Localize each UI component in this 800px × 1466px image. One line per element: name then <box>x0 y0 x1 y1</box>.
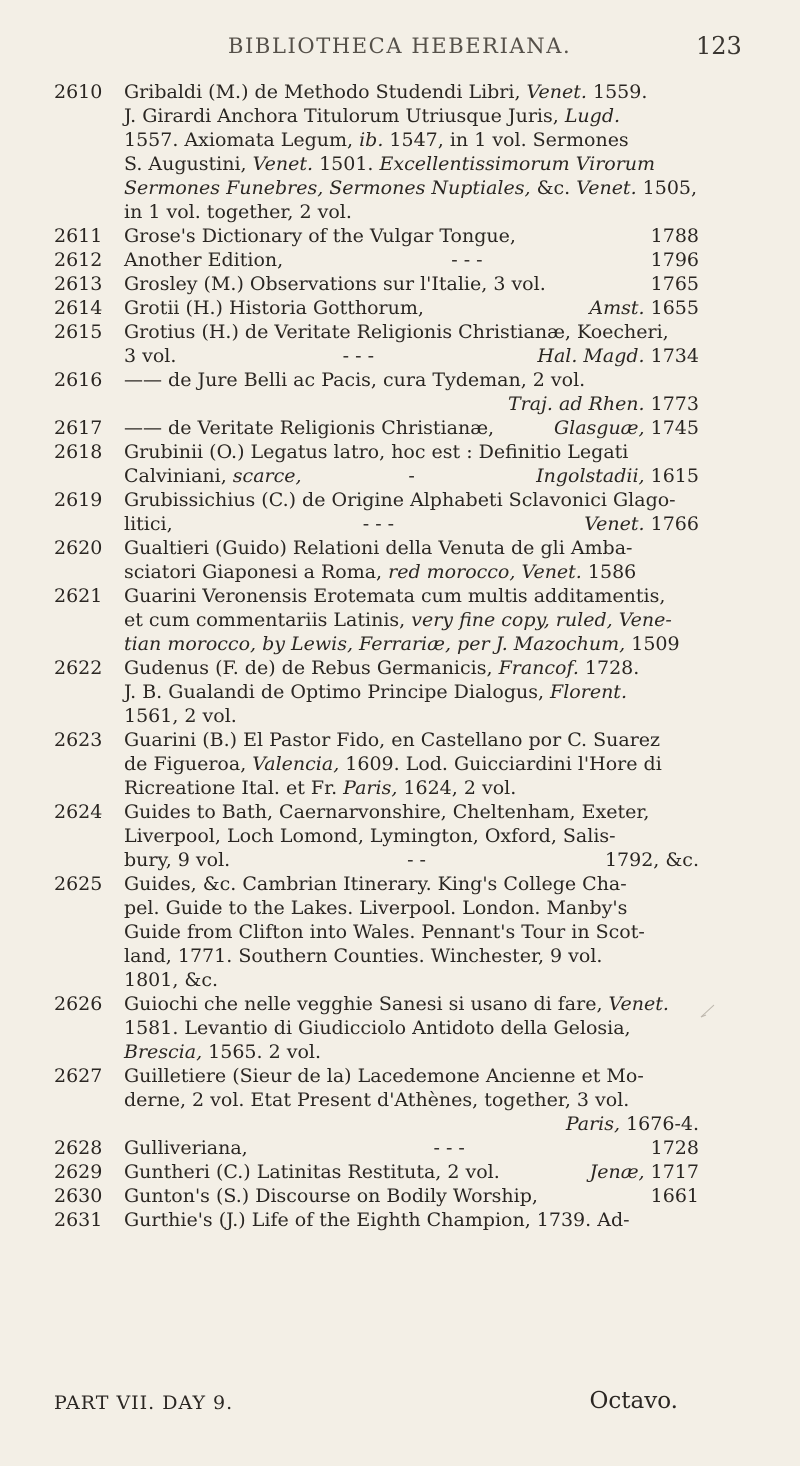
entry-text-run: 1501. <box>313 153 380 175</box>
entry-text-run: land, 1771. Southern Counties. Winchester, 9 vol. <box>124 945 603 967</box>
entry-line <box>124 272 699 296</box>
entry-text-run: Liverpool, Loch Lomond, Lymington, Oxford, Salis- <box>124 825 616 847</box>
entry-line <box>124 824 699 848</box>
entry-line-left <box>124 1136 248 1160</box>
entry-line <box>124 1208 699 1232</box>
entry-italic-run: Venet. <box>576 177 637 199</box>
entry-text-run: 1559. <box>586 81 648 103</box>
catalogue-entry <box>0 872 800 992</box>
entry-italic-run: Venet. <box>252 153 314 175</box>
entry-description <box>124 224 699 248</box>
entry-italic-run: Valencia, <box>252 753 340 775</box>
entry-text-run: Grotius (H.) de Veritate Religionis Christianæ, Koecheri, <box>124 321 669 343</box>
entry-text-run: litici, <box>124 513 173 535</box>
entry-italic-run: Venet. <box>526 81 587 103</box>
entry-text-run: &c. <box>530 177 577 199</box>
entry-text-run: derne, 2 vol. Etat Present d'Athènes, together, 3 vol. <box>124 1089 630 1111</box>
entry-text-run: 1561, 2 vol. <box>124 705 237 727</box>
entry-italic-run: Venet. <box>521 561 582 583</box>
entry-line-right <box>650 1184 699 1208</box>
entry-line-right <box>650 224 699 248</box>
entry-line <box>124 440 699 464</box>
entry-line-left <box>124 464 302 488</box>
leader-dashes: - - - <box>342 345 374 367</box>
entry-italic-run: red morocco, <box>388 561 516 583</box>
catalogue-entry <box>0 992 800 1064</box>
entry-italic-run: Jenæ, <box>589 1161 645 1183</box>
entry-text-run: Gualtieri (Guido) Relationi della Venuta de gli Amba- <box>124 537 633 559</box>
catalogue-entries <box>0 80 800 1232</box>
entry-line-right <box>589 296 699 320</box>
entry-line-left <box>124 344 179 368</box>
entry-line-right <box>536 464 699 488</box>
entry-description <box>124 80 699 224</box>
leader-dashes: - - - <box>451 249 483 271</box>
entry-line-left <box>124 272 546 296</box>
footer-part-day: PART VII. DAY 9. <box>54 1392 234 1414</box>
entry-line <box>124 176 699 200</box>
entry-text-run: 1792, &c. <box>604 849 699 871</box>
running-title: BIBLIOTHECA HEBERIANA. <box>228 34 572 58</box>
entry-line <box>124 152 699 176</box>
entry-description <box>124 368 699 416</box>
entry-description <box>124 1064 699 1136</box>
catalogue-entry <box>0 248 800 272</box>
entry-text-run: Guarini (B.) El Pastor Fido, en Castellano por C. Suarez <box>124 729 661 751</box>
entry-line <box>124 1088 699 1112</box>
entry-line <box>124 416 699 440</box>
entry-text-run: Gurthie's (J.) Life of the Eighth Champion, 1739. Ad- <box>124 1209 630 1231</box>
catalogue-entry <box>0 656 800 728</box>
entry-text-run: Guides, &c. Cambrian Itinerary. King's College Cha- <box>124 873 627 895</box>
entry-text-run: Guide from Clifton into Wales. Pennant's Tour in Scot- <box>124 921 645 943</box>
entry-text-run: 1734 <box>644 345 699 367</box>
catalogue-entry <box>0 488 800 536</box>
lot-number: 2625 <box>54 873 103 895</box>
entry-line-right <box>537 344 699 368</box>
entry-italic-run: Francof. <box>498 657 579 679</box>
entry-text-run: 1766 <box>644 513 699 535</box>
catalogue-entry <box>0 584 800 656</box>
entry-line <box>124 248 699 272</box>
entry-text-run: sciatori Giaponesi a Roma, <box>124 561 389 583</box>
entry-text-run: Grosley (M.) Observations sur l'Italie, 3 vol. <box>124 273 546 295</box>
lot-number: 2619 <box>54 489 103 511</box>
lot-number: 2630 <box>54 1185 103 1207</box>
entry-text-run: Gulliveriana, <box>124 1137 248 1159</box>
entry-description <box>124 1184 699 1208</box>
entry-text-run: Calviniani, <box>124 465 233 487</box>
entry-line <box>145 392 699 416</box>
entry-text-run: Grotii (H.) Historia Gotthorum, <box>124 297 424 319</box>
entry-line <box>124 632 699 656</box>
entry-italic-run: Amst. <box>589 297 645 319</box>
entry-text-run: 1765 <box>650 273 699 295</box>
lot-number: 2613 <box>54 273 103 295</box>
entry-description <box>124 320 699 368</box>
entry-text-run: in 1 vol. together, 2 vol. <box>124 201 352 223</box>
entry-text-run: 1655 <box>644 297 699 319</box>
entry-text-run: Gunton's (S.) Discourse on Bodily Worship, <box>124 1185 538 1207</box>
entry-description <box>124 248 699 272</box>
entry-italic-run: Brescia, <box>124 1041 203 1063</box>
catalogue-entry <box>0 800 800 872</box>
entry-text-run: 1717 <box>644 1161 699 1183</box>
entry-text-run: —— de Jure Belli ac Pacis, cura Tydeman, 2 vol. <box>124 369 586 391</box>
entry-text-run: Gudenus (F. de) de Rebus Germanicis, <box>124 657 499 679</box>
entry-line <box>124 1064 699 1088</box>
leader-dashes: - - - <box>362 513 395 535</box>
entry-italic-run: Glasguæ, <box>553 417 645 439</box>
entry-line <box>124 896 699 920</box>
entry-line <box>124 344 699 368</box>
entry-italic-run: very fine copy, ruled, Vene- <box>411 609 672 631</box>
entry-text-run: 1676-4. <box>620 1113 699 1135</box>
entry-italic-run: per J. Mazochum, <box>457 633 626 655</box>
entry-line <box>124 296 699 320</box>
entry-line <box>124 752 699 776</box>
entry-text-run: 1586 <box>581 561 637 583</box>
lot-number: 2620 <box>54 537 103 559</box>
entry-text-run: Gribaldi (M.) de Methodo Studendi Libri, <box>124 81 527 103</box>
lot-number: 2626 <box>54 993 103 1015</box>
entry-italic-run: Venet. <box>608 993 669 1015</box>
entry-text-run: Guarini Veronensis Erotemata cum multis additamentis, <box>124 585 666 607</box>
entry-description <box>124 416 699 440</box>
entry-italic-run: Ingolstadii, <box>536 465 645 487</box>
entry-description <box>124 728 699 800</box>
entry-italic-run: Excellentissimorum Virorum <box>379 153 656 175</box>
lot-number: 2623 <box>54 729 103 751</box>
entry-line <box>124 368 699 392</box>
entry-text-run: 1615 <box>644 465 699 487</box>
catalogue-entry <box>0 296 800 320</box>
entry-text-run: 1773 <box>644 393 699 415</box>
lot-number: 2615 <box>54 321 103 343</box>
entry-description <box>124 800 699 872</box>
entry-line <box>124 128 699 152</box>
entry-line <box>124 1016 699 1040</box>
entry-line-right <box>604 848 699 872</box>
entry-text-run: —— de Veritate Religionis Christianæ, <box>124 417 495 439</box>
entry-line <box>124 1040 699 1064</box>
entry-description <box>124 584 699 656</box>
entry-text-run: et cum commentariis Latinis, <box>124 609 412 631</box>
lot-number: 2614 <box>54 297 103 319</box>
entry-italic-run: Venet. <box>584 513 645 535</box>
lot-number: 2610 <box>54 81 103 103</box>
entry-italic-run: Hal. Magd. <box>537 345 645 367</box>
entry-line <box>124 200 699 224</box>
entry-line <box>124 560 699 584</box>
entry-text-run: 1609. Lod. Guicciardini l'Hore di <box>339 753 662 775</box>
lot-number: 2631 <box>54 1209 103 1231</box>
entry-italic-run: Lugd. <box>564 105 621 127</box>
lot-number: 2612 <box>54 249 103 271</box>
catalogue-entry <box>0 1160 800 1184</box>
lot-number: 2618 <box>54 441 103 463</box>
entry-line <box>124 992 699 1016</box>
footer-format: Octavo. <box>589 1388 678 1414</box>
entry-description <box>124 1208 699 1232</box>
entry-text-run: Guides to Bath, Caernarvonshire, Cheltenham, Exeter, <box>124 801 650 823</box>
entry-line <box>124 488 699 512</box>
entry-line-right <box>553 416 699 440</box>
entry-line <box>124 80 699 104</box>
entry-line-right <box>589 1160 699 1184</box>
lot-number: 2624 <box>54 801 103 823</box>
entry-text-run: Guiochi che nelle vegghie Sanesi si usano di fare, <box>124 993 609 1015</box>
entry-text-run: 1565. 2 vol. <box>202 1041 322 1063</box>
entry-italic-run: Traj. ad Rhen. <box>507 393 645 415</box>
entry-text-run: Ricreatione Ital. et Fr. <box>124 777 344 799</box>
lot-number: 2621 <box>54 585 103 607</box>
lot-number: 2627 <box>54 1065 103 1087</box>
entry-text-run: J. B. Gualandi de Optimo Principe Dialogus, <box>124 681 551 703</box>
entry-line <box>124 320 699 344</box>
entry-line <box>124 1160 699 1184</box>
catalogue-entry <box>0 728 800 800</box>
entry-text-run: Grose's Dictionary of the Vulgar Tongue, <box>124 225 516 247</box>
entry-text-run: 1728. <box>578 657 640 679</box>
entry-italic-run: Sermones Funebres, Sermones Nuptiales, <box>124 177 531 199</box>
entry-line <box>124 680 699 704</box>
lot-number: 2616 <box>54 369 103 391</box>
entry-text-run: bury, 9 vol. <box>124 849 231 871</box>
entry-line-left <box>124 296 424 320</box>
entry-line-left <box>124 848 231 872</box>
entry-description <box>124 1160 699 1184</box>
catalogue-entry <box>0 1064 800 1136</box>
entry-text-run: 1801, &c. <box>124 969 219 991</box>
catalogue-entry <box>0 1208 800 1232</box>
catalogue-entry <box>0 1136 800 1160</box>
entry-line <box>124 776 699 800</box>
entry-text-run: Another Edition, <box>124 249 284 271</box>
entry-line-left <box>124 1160 500 1184</box>
entry-text-run: Grubinii (O.) Legatus latro, hoc est : Definitio Legati <box>124 441 629 463</box>
entry-description <box>124 656 699 728</box>
pencil-tick-icon <box>700 1004 716 1018</box>
catalogue-entry <box>0 320 800 368</box>
entry-italic-run: Paris, <box>565 1113 621 1135</box>
entry-line-left <box>124 224 516 248</box>
entry-line <box>124 920 699 944</box>
entry-line <box>145 1112 699 1136</box>
page-number: 123 <box>696 32 742 60</box>
entry-text-run: 1557. Axiomata Legum, <box>124 129 360 151</box>
entry-line <box>124 656 699 680</box>
entry-description <box>124 536 699 584</box>
catalogue-entry <box>0 224 800 248</box>
entry-line <box>124 1136 699 1160</box>
entry-line-left <box>124 248 284 272</box>
entry-line <box>124 536 699 560</box>
lot-number: 2622 <box>54 657 103 679</box>
entry-italic-run: Florent. <box>550 681 627 703</box>
entry-italic-run: ib. <box>359 129 384 151</box>
entry-description <box>124 272 699 296</box>
catalogue-entry <box>0 272 800 296</box>
entry-line-right <box>650 248 699 272</box>
lot-number: 2611 <box>54 225 103 247</box>
catalogue-entry <box>0 80 800 224</box>
entry-line <box>124 512 699 536</box>
lot-number: 2617 <box>54 417 103 439</box>
entry-text-run: 1547, in 1 vol. Sermones <box>383 129 629 151</box>
entry-line <box>124 728 699 752</box>
entry-line <box>124 104 699 128</box>
entry-description <box>124 992 699 1064</box>
entry-line-right <box>650 1136 699 1160</box>
entry-description <box>124 296 699 320</box>
entry-line <box>124 224 699 248</box>
entry-description <box>124 488 699 536</box>
catalogue-entry <box>0 536 800 584</box>
entry-text-run: 1745 <box>644 417 699 439</box>
entry-text-run: 1728 <box>650 1137 699 1159</box>
entry-text-run: 1581. Levantio di Giudicciolo Antidoto della Gelosia, <box>124 1017 631 1039</box>
entry-italic-run: scarce, <box>232 465 302 487</box>
entry-description <box>124 872 699 992</box>
entry-text-run: S. Augustini, <box>124 153 253 175</box>
entry-text-run: pel. Guide to the Lakes. Liverpool. London. Manby's <box>124 897 628 919</box>
entry-line <box>124 1184 699 1208</box>
entry-line <box>124 704 699 728</box>
entry-line-left <box>124 1184 538 1208</box>
lot-number: 2628 <box>54 1137 103 1159</box>
entry-line <box>124 968 699 992</box>
entry-line <box>124 584 699 608</box>
catalogue-entry <box>0 440 800 488</box>
entry-line-left <box>124 512 173 536</box>
entry-text-run: Grubissichius (C.) de Origine Alphabeti Sclavonici Glago- <box>124 489 676 511</box>
leader-dashes: - - - <box>433 1137 465 1159</box>
entry-description <box>124 440 699 488</box>
entry-line <box>124 944 699 968</box>
entry-text-run: Guntheri (C.) Latinitas Restituta, 2 vol. <box>124 1161 500 1183</box>
catalogue-entry <box>0 1184 800 1208</box>
entry-text-run: 1661 <box>650 1185 699 1207</box>
entry-text-run: Guilletiere (Sieur de la) Lacedemone Ancienne et Mo- <box>124 1065 644 1087</box>
entry-line <box>124 800 699 824</box>
entry-description <box>124 1136 699 1160</box>
entry-line-right <box>584 512 699 536</box>
entry-line: Calviniani, scarce, - Ingolstadii, 1615 <box>124 465 699 487</box>
catalogue-entry <box>0 368 800 416</box>
lot-number: 2629 <box>54 1161 103 1183</box>
entry-text-run: 1624, 2 vol. <box>397 777 517 799</box>
entry-line-left <box>124 416 495 440</box>
entry-text-run: 1796 <box>650 249 699 271</box>
entry-text-run: 3 vol. <box>124 345 177 367</box>
catalogue-entry <box>0 416 800 440</box>
running-header <box>0 32 800 72</box>
entry-line-right <box>650 272 699 296</box>
entry-italic-run: Paris, <box>343 777 398 799</box>
entry-text-run: 1505, <box>636 177 698 199</box>
entry-line <box>124 608 699 632</box>
entry-text-run: 1788 <box>650 225 699 247</box>
entry-text-run: 1509 <box>625 633 680 655</box>
entry-line <box>124 872 699 896</box>
entry-line: bury, 9 vol. - - 1792, &c. <box>124 849 699 871</box>
entry-text-run: de Figueroa, <box>124 753 253 775</box>
entry-text-run: J. Girardi Anchora Titulorum Utriusque Juris, <box>124 105 565 127</box>
entry-italic-run: tian morocco, by Lewis, Ferrariæ, <box>124 633 451 655</box>
